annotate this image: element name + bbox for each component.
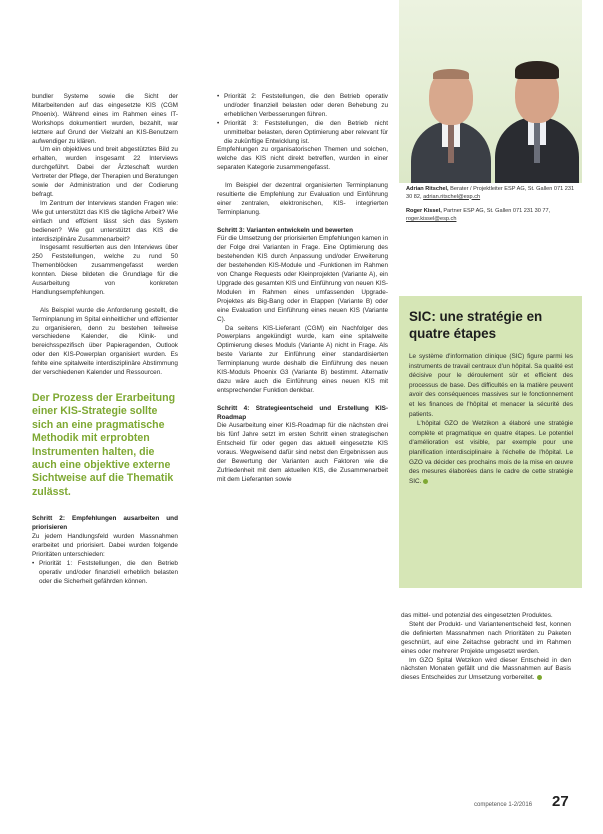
page-number: 27 (552, 793, 569, 810)
article-column-3 (401, 612, 571, 683)
paragraph: Im Zentrum der Interviews standen Fragen wie: Wie gut unterstützt das KIS die tägliche Arbeit? Wie einfach und effizient lässt sich das System bedienen? Wie gut unterstützt das KIS die interdisziplinäre Zusammenarbeit? (32, 199, 178, 243)
article-column-1 (32, 93, 178, 586)
person-left-figure (411, 33, 491, 183)
caption-name: Roger Kissel, (406, 208, 442, 215)
person-right-figure (495, 25, 579, 183)
paragraph: das mittel- und potenzial des eingesetzten Produktes. (401, 612, 553, 619)
paragraph: Insgesamt resultierten aus den Interviews über 250 Feststellungen, welche zu rund 50 Themenblöcken zusammengefasst werden konnten. Diese bildeten die Grundlage für die Ausarbeitung von konkreten Handlungsempfehlungen. (32, 244, 178, 296)
photo-caption (406, 186, 578, 230)
caption-text: Partner ESP AG, St. Gallen 071 231 30 77, (443, 208, 551, 215)
end-mark-icon (423, 479, 428, 484)
summary-box-title: SIC: une stratégie en quatre étapes (409, 309, 543, 341)
paragraph (409, 419, 573, 486)
paragraph: Im Beispiel der dezentral organisierten Terminplanung resultierte die Empfehlung zur Evaluation und Einführung einer zentralen, elektronischen, KIS- integrierten Terminplanung. (217, 182, 388, 216)
paragraph (401, 657, 571, 684)
paragraph-text: Im GZO Spital Wetzikon wird dieser Entscheid in den nächsten Monaten gefällt und die Massnahmen auf Basis dieses Entscheides zur Umsetzung vorbereitet. (401, 656, 571, 682)
paragraph: Empfehlungen zu organisatorischen Themen und solchen, welche das KIS nicht direkt betreffen, wurden in einer separaten Kategorie zusammengefasst. (217, 146, 388, 172)
caption-text: Berater / Projektleiter ESP AG, St. Gallen 071 231 30 82, (406, 186, 575, 200)
portrait-photo (399, 0, 582, 183)
paragraph: bundler Systeme sowie die Sicht der Mitarbeitenden auf das eingesetzte KIS (CGM Phoenix). Während eines im Rahmen eines IT-Workshops dokumentiert wurden, bezahlt, war letztere auf Grund der Vielzahl an KIS-Benutzern aufwendiger zu klären. (32, 93, 178, 145)
caption-name: Adrian Ritschel, (406, 186, 449, 192)
paragraph: Zu jedem Handlungsfeld wurden Massnahmen erarbeitet und priorisiert. Dabei wurden folgende Prioritäten unterschieden: (32, 533, 178, 558)
section-heading: Schritt 4: Strategieentscheid und Erstellung KIS-Roadmap (217, 404, 388, 421)
bullet-item: • Priorität 3: Feststellungen, die den Betrieb nicht unmittelbar belasten, deren Optimierung aber relevant für die zukünftige Entwicklung ist. (217, 120, 388, 147)
caption-entry (406, 186, 578, 201)
paragraph-text: L'hôpital GZO de Wetzikon a élaboré une stratégie complète et pragmatique en quatre étapes. Le potentiel d'amélioration est visible, par exemple pour une planification interdisciplinaire à l'échelle de l'hôpital. Le GZO va décider ces prochains mois de la mise en œuvre des mesures élaborées dans le cadre de cette stratégie SIC. (409, 420, 573, 485)
email-link[interactable]: roger.kissel@esp.ch (406, 215, 457, 222)
paragraph: Die Ausarbeitung einer KIS-Roadmap für die nächsten drei bis fünf Jahre setzt im ersten Schritt einen strategischen Entscheid für oder gegen das aktuell eingesetzte KIS voraus. Wegweisend dafür sind nebst den Ergebnissen aus der Bewertung der Varianten auch Faktoren wie die Zufriedenheit mit dem aktuellen KIS, die Zusammenarbeit mit dem Lieferanten sowie (217, 422, 388, 483)
email-link[interactable]: adrian.ritschel@esp.ch (423, 193, 481, 200)
article-column-2 (217, 93, 388, 485)
paragraph: Steht der Produkt- und Variantenentscheid fest, konnen die definierten Massnahmen nach Prioritäten zu Paketen geschnürt, auf eine Zeitachse gebracht und im Rahmen eines oder mehrerer Projekte umgesetzt werden. (401, 620, 571, 655)
magazine-footer: competence 1-2/2016 (474, 802, 533, 808)
caption-entry (406, 208, 578, 223)
paragraph: Da seitens KIS-Lieferant (CGM) ein Nachfolger des Powerplans angekündigt wurde, kam eine spitalweite Optimierung dieses Moduls (Variante A) nicht in Frage. Als beste Variante zur Einführung einer standardisierten Terminplanung wurde deshalb die Einführung des neuen KIS-Moduls Phoenix G3 (Variante B) bestimmt. Alternativ dazu wäre auch die Einführung eines neuen KIS mit entsprechender Funktion denkbar. (217, 324, 388, 394)
section-heading: Schritt 3: Varianten entwickeln und bewerten (217, 226, 354, 234)
paragraph: Als Beispiel wurde die Anforderung gestellt, die Terminplanung im Spital einheitlicher und effizienter zu organisieren, denn zu bestehen teilweise verschiedene Kalender, die Klinik- und bereichsspezifisch über Papieragenden, Outlook oder den KIS-Powerplan organisiert wurden. Es fehlte eine spitalweite interdisziplinäre Abstimmung der verschiedenen Kalender und Ressourcen. (32, 306, 178, 377)
summary-box (399, 296, 582, 588)
paragraph: Le système d'information clinique (SIC) figure parmi les instruments de travail centraux d'un hôpital. Sa qualité est décisive pour le déroulement sûr et efficient des processus de base. Des difficultés en la matière peuvent avoir des conséquences massives sur le fonctionnement et les finances de l'hôpital et menacer la sécurité des patients. (409, 353, 573, 418)
pull-quote: Der Prozess der Erarbeitung einer KIS-Strategie sollte sich an eine pragmatische Methodik mit erprobten Instrumenten halten, die auch eine objektive externe Sichtweise auf die Thematik zulässt. (32, 391, 176, 498)
bullet-item: • Priorität 2: Feststellungen, die den Betrieb operativ und/oder finanziell belasten oder deren Behebung zu erheblichen Verbesserungen führen. (217, 93, 388, 120)
summary-box-text (409, 352, 573, 486)
section-heading: Schritt 2: Empfehlungen ausarbeiten und priorisieren (32, 515, 178, 532)
end-mark-icon (537, 675, 542, 680)
paragraph: Um ein objektives und breit abgestütztes Bild zu erhalten, wurden insgesamt 22 Interviews durchgeführt. Dabei der Ärzteschaft wurden Vertreter der Pflege, der Therapien und Beratungen sowie der Administration und der Codierung befragt. (32, 146, 178, 198)
paragraph: Für die Umsetzung der priorisierten Empfehlungen kamen in der Folge drei Varianten in Frage. Eine Optimierung des bestehenden KIS durch Anpassung und/oder Erweiterung der bestehenden KIS-Module und -Funktionen im Rahmen von Change Requests oder Kleinprojekten (Variante A), ein Upgrade des gesamten KIS und Einführung von neuen KIS-Modulen im Rahmen eines umfassenden Upgrade-Projektes als Big-Bang oder in Etappen (Variante B) oder eine Evaluation und Einführung eines neuen KIS (Variante C). (217, 235, 388, 323)
bullet-item: • Priorität 1: Feststellungen, die den Betrieb operativ und/oder finanziell erheblich belasten oder die Sicherheit gefährden können. (32, 560, 178, 587)
